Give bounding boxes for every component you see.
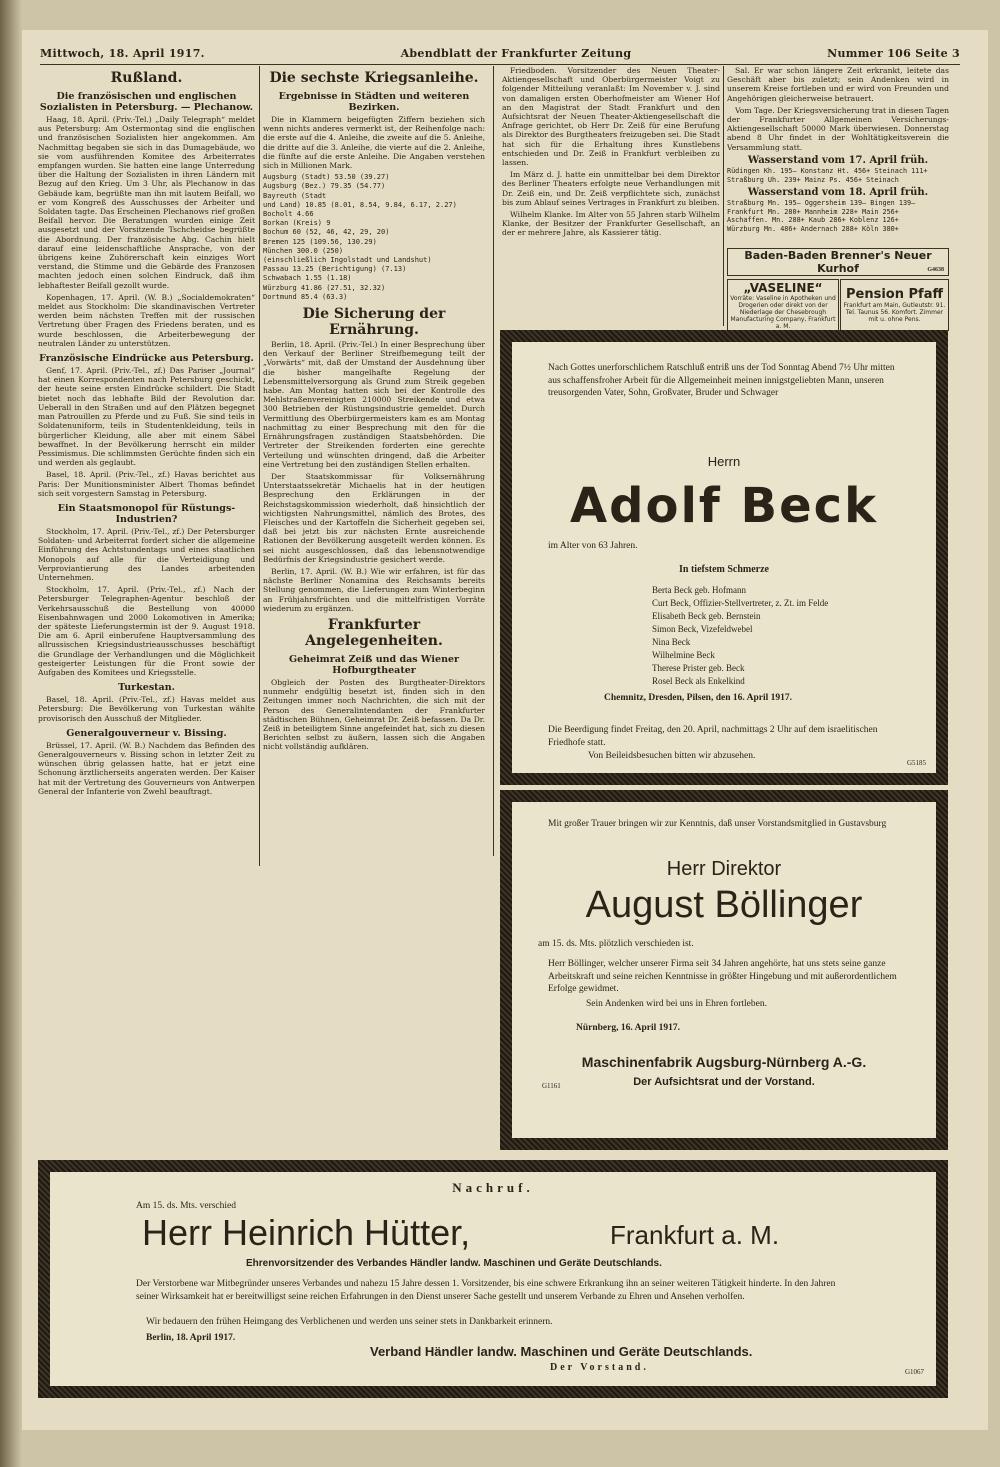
- results-row: und Land) 10.85 (8.01, 8.54, 9.84, 6.17, 2.27): [263, 200, 457, 209]
- water-row: Frankfurt Mn. 280+ Mannheim 228+ Main 256+: [727, 207, 899, 216]
- article-heading: Turkestan.: [118, 682, 175, 694]
- article-text: Sal. Er war schon längere Zeit erkrankt, leitete das Geschäft aber bis zuletzt; sein Andenken wird in unserem Kreise fortleben und er wird von Freunden und Angehörigen gleicherweise betrauert.: [727, 66, 949, 103]
- results-row: Schwabach 1.55 (1.18): [263, 274, 352, 283]
- column-russia: [38, 66, 255, 866]
- results-row: Bremen 125 (109.56, 130.29): [263, 237, 377, 246]
- column-local: [502, 66, 720, 322]
- article-text: Brüssel, 17. April. (W. B.) Nachdem das Befinden des Generalgouverneurs v. Bissing schon in letzter Zeit zu wünschen übrig gelassen hatte, hat er jetzt eine Schonung ärztlicherseits angeraten werden. Der Kaiser hat mit der Vertretung des Gouverneurs von Antwerpen General der Infanterie von Zwehl beauftragt.: [38, 740, 255, 796]
- obituary-date: Am 15. ds. Mts. verschied: [136, 1201, 237, 1211]
- ad-pension-title: Pension Pfaff: [846, 287, 943, 302]
- article-heading: Ein Staatsmonopol für Rüstungs-Industrien?: [57, 502, 236, 525]
- mourner: Nina Beck: [652, 637, 691, 647]
- ad-vaseline-text: Vorräte: Vaseline in Apotheken und Drogerien oder direkt von der Niederlage der Chesebrough Manufacturing Company, Frankfurt a. M.: [730, 294, 836, 330]
- water-row: Rüdingen Kh. 195— Konstanz Ht. 456+ Steinach 111+: [727, 167, 928, 176]
- article-text: Basel, 18. April. (Priv.-Tel., zf.) Havas berichtet aus Paris: Der Munitionsminister Albert Thomas befindet sich seit vorgestern Samstag in Petersburg.: [38, 470, 255, 498]
- article-text: Vom Tage. Der Kriegsversicherung trat in diesen Tagen der Frankfurter Allgemeinen Versicherungs-Aktiengesellschaft 50000 Mark überwiesen. Donnerstag abend 8 Uhr findet in der Wohltätigkeitsverein die Versammlung statt.: [727, 105, 949, 152]
- results-row: München 300.0 (250): [263, 246, 344, 255]
- obituary-title: Herrn: [707, 454, 741, 469]
- article-text: Basel, 18. April. (Priv.-Tel., zf.) Havas meldet aus Petersburg: Die Bevölkerung von Turkestan wählte provisorisch den Ausschuß der Mitglieder.: [38, 695, 255, 723]
- mourner: Therese Prister geb. Beck: [652, 663, 745, 673]
- article-heading: Die französischen und englischen Sozialisten in Petersburg. — Plechanow.: [39, 91, 254, 113]
- results-row: Bocholt 4.66: [263, 210, 314, 219]
- obituary-name: August Böllinger: [585, 884, 863, 926]
- obituary-intro: Mit großer Trauer bringen wir zur Kenntnis, daß unser Vorstandsmitglied in Gustavsburg: [548, 819, 887, 829]
- article-text: Wilhelm Klanke. Im Alter von 55 Jahren starb Wilhelm Klanke, der Besitzer der Frankfurter Gesellschaft, an der er mehrere Jahre, als Kassierer tätig.: [502, 210, 720, 238]
- obituary-funeral: Die Beerdigung findet Freitag, den 20. April, nachmittags 2 Uhr auf dem israelitischen Friedhofe statt.: [548, 725, 878, 748]
- water-row: Aschaffen. Mn. 288+ Kaub 286+ Koblenz 126+: [727, 216, 899, 225]
- results-table: [263, 173, 485, 302]
- article-text: Die in Klammern beigefügten Ziffern beziehen sich wenn nichts anderes vermerkt ist, der Reihenfolge nach: die erste auf die 4. Anleihe, die zweite auf die 5. Anleihe, die dritte auf die 3. Anleihe, die vierte auf die 2. Anleihe, die fünfte auf die erste Anleihe. Die Angaben verstehen sich in Millionen Mark.: [263, 115, 485, 171]
- results-row: Bayreuth (Stadt: [263, 191, 327, 200]
- obituary-intro: Nach Gottes unerforschlichem Ratschluß entriß uns der Tod Sonntag Abend 7½ Uhr mitten aus schaffensfroher Arbeit für die Allgemeinheit meinen innigstgeliebten Mann, unseren treusorgenden Vater, Sohn, Großvater, Bruder und Schwager: [548, 363, 895, 398]
- article-text: Genf, 17. April. (Priv.-Tel., zf.) Das Pariser „Journal“ hat einen Korrespondenten nach Petersburg geschickt, der heute seine ersten Eindrücke schildert. Die Stadt bietet noch das lebhafte Bild der Revolution dar. Ueberall in den Straßen und auf den Plätzen begegnet man Patrouillen zu Pferde und zu Fuß. Sie sind teils in Soldatenuniform, teils in Studentenkleidung, teils in bürgerlicher Kleidung, alle aber mit einem Säbel bewaffnet. In der Bevölkerung herrscht ein milder Pessimismus. Die schlimmsten Gerüchte finden sich ein und werden als geglaubt.: [38, 366, 255, 468]
- obituary-text: Der Verstorbene war Mitbegründer unseres Verbandes und nahezu 15 Jahre dessen 1. Vorsitzender, bis eine schwere Erkrankung ihn an seiner weiteren Tätigkeit hinderte. In den Jahren seiner Wirksamkeit hat er bereitwilligst seine reichen Erfahrungen in den Dienst unserer Sache gestellt und unserem Verbande zu Ehren und Ansehen verholfen.: [136, 1279, 836, 1302]
- section-heading: Die Sicherung der Ernährung.: [302, 306, 446, 339]
- obituary-place: Berlin, 18. April 1917.: [146, 1333, 236, 1343]
- mourner-list: [652, 584, 912, 688]
- article-heading: Französische Eindrücke aus Petersburg.: [39, 353, 254, 365]
- column-rule: [493, 66, 494, 856]
- article-text: Berlin, 17. April. (W. B.) Wie wir erfahren, ist für das nächste Berliner Nonamina des Reichsamts bereits Stellung genommen, die Lieferungen zum Winterbeginn an Frühjahrsfrüchten und die mittelfristigen Vorräte wiederum zu ergänzen.: [263, 566, 485, 613]
- mourner: Simon Beck, Vizefeldwebel: [652, 624, 753, 634]
- water-table: [727, 199, 949, 233]
- obituary-place: Chemnitz, Dresden, Pilsen, den 16. April 1917.: [604, 693, 792, 703]
- column-war-loan: [263, 66, 485, 866]
- ad-vaseline-title: „VASELINE“: [743, 280, 823, 295]
- results-row: Augsburg (Bez.) 79.35 (54.77): [263, 182, 386, 191]
- results-row: Würzburg 41.86 (27.51, 32.32): [263, 283, 386, 292]
- water-row: Straßburg Uh. 239+ Mainz Ps. 456+ Steinach: [727, 175, 899, 184]
- ad-vaseline: [727, 279, 839, 331]
- obituary-huetter: [38, 1160, 948, 1398]
- article-text: Haag, 18. April. (Priv.-Tel.) „Daily Telegraph“ meldet aus Petersburg: Am Ostermontag sind die englischen und französischen Sozialisten hier angekommen. Am Nachmittag begaben sie sich in das Dumagebäude, wo sie vom ausführenden Komitee des Arbeiterrates empfangen wurden. Sie hatten eine lange Unterredung über die Haltung der Sozialisten in ihren Ländern mit Bezug auf den Krieg. Um 3 Uhr, als Plechanow in das Gebäude kam, begrüßte man ihn mit lautem Beifall, wo er vom Kongreß des Ausschusses der Arbeiter und Soldaten tagte. Das Erscheinen Plechanows rief großen Beifall hervor. Die Beratungen wurden einige Zeit ausgesetzt und der Vorsitzende Tschcheidse begrüßte die Abordnung. Der französische Abg. Cachin hielt darauf eine leidenschaftliche Ansprache, von der übrigens keine Zuhörerschaft kein einziges Wort verstand, die Stimme und die Gebärde des Franzosen machten jedoch einen solchen Eindruck, daß ihm lebhaftester Beifall gezollt wurde.: [38, 115, 255, 290]
- article-heading: Generalgouverneur v. Bissing.: [66, 727, 227, 739]
- article-heading: Geheimrat Zeiß und das Wiener Hofburgtheater: [288, 653, 460, 676]
- obituary-city: Frankfurt a. M.: [610, 1220, 780, 1250]
- article-text: Der Staatskommissar für Volksernährung Unterstaatssekretär Michaelis hat in der heutigen Besprechung den Erklärungen in der Reichstagskommission wiederholt, daß hinsichtlich der wichtigsten Nahrungsmittel, nämlich des Brotes, des Fleisches und der Kartoffeln die Sicherheit gegeben sei, daß bei jetzt bis zur nächsten Ernte ausreichende Rationen der Bevölkerung ausgeteilt werden können. Es sei nicht ausgeschlossen, daß das lebensnotwendige Bedürfnis der Kriegsindustrie gesichert werde.: [263, 471, 485, 564]
- results-row: Augsburg (Stadt) 53.50 (39.27): [263, 173, 390, 182]
- article-text: Berlin, 18. April. (Priv.-Tel.) In einer Besprechung über den Verkauf der Berliner Streifbemegung teilt der „Vorwärts“ mit, daß der Umstand der Ausdehnung über die bisher mangelhafte Regelung der Lebensmittelversorgung als Grund zum Streik gegeben habe. Am Montag hatten sich bei der Kontrolle des Mehlstraßenvereinigten 210000 Streikende und etwa 300 Betrieben der Rüstungsindustrie gemeldet. Durch Vermittlung des Oberbürgermeisters kam es am Montag nachmittag zu einer Besprechung mit den für die Ernährungsfragen zuständigen Staatsbehörden. Die Vertreter der Streikenden forderten eine gerechte Verteilung und wünschten dringend, daß die Arbeiter eine Vertretung bei den zuständigen Stellen erhalten.: [263, 340, 485, 469]
- article-text: Kopenhagen, 17. April. (W. B.) „Socialdemokraten“ meldet aus Stockholm: Die skandinavischen Vertreter werden beim nächsten Treffen mit der russischen Vertretung über Fragen des Friedens beraten, und es wurde beschlossen, die Arbeiterbewegung der neutralen Länder zu unterstützen.: [38, 292, 255, 348]
- ad-kurhof: [727, 248, 949, 276]
- water-row: Würzburg Mn. 486+ Andernach 288+ Köln 380+: [727, 224, 899, 233]
- mourner: Wilhelmine Beck: [652, 650, 715, 660]
- mourner: Berta Beck geb. Hofmann: [652, 585, 746, 595]
- obituary-condolence: Von Beileidsbesuchen bitten wir abzusehen.: [588, 751, 756, 761]
- article-text: Im März d. J. hatte ein unmittelbar bei dem Direktor des Berliner Theaters erfolgte neue Verhandlungen mit Dr. Zeiß ein, und Dr. Zeiß verpflichtete sich, zunächst bis zum Ablauf seines Vertrages in Frankfurt zu bleiben.: [502, 170, 720, 207]
- obituary-board: Der Aufsichtsrat und der Vorstand.: [633, 1076, 815, 1088]
- obituary-board: Der Vorstand.: [550, 1362, 649, 1373]
- results-row: Dortmund 85.4 (63.3): [263, 292, 348, 301]
- obituary-name: Adolf Beck: [569, 478, 879, 534]
- obituary-body: [50, 1172, 936, 1386]
- obituary-body: [512, 342, 936, 773]
- ad-code: G4638: [927, 267, 944, 273]
- header-date: Mittwoch, 18. April 1917.: [40, 46, 205, 60]
- results-row: Borkan (Kreis) 9: [263, 219, 331, 228]
- header-issue: Nummer 106 Seite 3: [827, 46, 960, 60]
- column-rule: [259, 66, 260, 866]
- water-heading: Wasserstand vom 17. April früh.: [747, 154, 929, 166]
- header-paper: Abendblatt der Frankfurter Zeitung: [400, 46, 632, 60]
- obituary-grief: In tiefstem Schmerze: [679, 564, 769, 575]
- ad-code: G1067: [904, 1368, 924, 1376]
- obituary-regret: Wir bedauern den frühen Heimgang des Verblichenen und werden uns seiner stets in Dankbarkeit erinnern.: [146, 1317, 553, 1327]
- mourner: Rosel Beck als Enkelkind: [652, 676, 745, 686]
- obituary-role: Ehrenvorsitzender des Verbandes Händler landw. Maschinen und Geräte Deutschlands.: [246, 1258, 662, 1269]
- binding-gutter: [0, 0, 22, 1467]
- water-heading: Wasserstand vom 18. April früh.: [747, 187, 929, 199]
- results-row: (einschließlich Ingolstadt und Landshut): [263, 256, 432, 265]
- obituary-memory: Sein Andenken wird bei uns in Ehren fortleben.: [586, 999, 767, 1009]
- obituary-date: am 15. ds. Mts. plötzlich verschieden ist.: [538, 939, 694, 949]
- water-row: Straßburg Mn. 195— Oggersheim 139— Bingen 139—: [727, 199, 916, 208]
- ad-pension: [840, 279, 949, 331]
- obituary-text: Herr Böllinger, welcher unserer Firma seit 34 Jahren angehörte, hat uns stets seine ganze Arbeitskraft und seine reichen Kenntnisse in größter Hingebung und mit außerordentlichem Erfolge gewidmet.: [548, 959, 897, 994]
- column-misc: [727, 66, 949, 241]
- section-heading: Frankfurter Angelegenheiten.: [305, 616, 443, 649]
- obituary-title: Herr Direktor: [666, 858, 782, 880]
- obituary-name: Herr Heinrich Hütter,: [142, 1212, 471, 1253]
- water-table: [727, 167, 949, 184]
- obituary-firm: Maschinenfabrik Augsburg-Nürnberg A.-G.: [581, 1054, 867, 1070]
- article-heading: Ergebnisse in Städten und weiteren Bezirken.: [278, 91, 470, 113]
- mourner: Elisabeth Beck geb. Bernstein: [652, 611, 761, 621]
- results-row: Passau 13.25 (Berichtigung) (7.13): [263, 265, 407, 274]
- obituary-org: Verband Händler landw. Maschinen und Geräte Deutschlands.: [370, 1344, 753, 1359]
- mourner: Curt Beck, Offizier-Stellvertreter, z. Zt. im Felde: [652, 598, 829, 608]
- results-row: Bochum 60 (52, 46, 42, 29, 20): [263, 228, 390, 237]
- obituary-age: im Alter von 63 Jahren.: [548, 541, 638, 551]
- ad-pension-text: Frankfurt am Main, Gutleutstr. 91. Tel. Taunus 56. Komfort. Zimmer mit u. ohne Pens.: [843, 302, 946, 323]
- obituary-place: Nürnberg, 16. April 1917.: [576, 1023, 680, 1033]
- column-rule: [723, 66, 724, 326]
- ad-code: G5185: [906, 759, 926, 767]
- obituary-beck: [500, 330, 948, 785]
- article-text: Obgleich der Posten des Burgtheater-Direktors nunmehr endgültig besetzt ist, finden sich in den Zeitungen immer noch Nachrichten, die sich mit der Person des Generalintendanten der Frankfurter städtischen Bühnen, Geheimrat Dr. Zeiß befassen. Da Dr. Zeiß in beteiligtem Sinne angefeindet hat, sich zu diesen Berichten selbst zu äußern, lassen sich die Angaben nicht vollständig aufklären.: [263, 677, 485, 752]
- section-heading: Die sechste Kriegsanleihe.: [269, 70, 479, 86]
- ad-code: G1161: [542, 1082, 561, 1090]
- article-text: Stockholm, 17. April. (Priv.-Tel., zf.) Nach der Petersburger Telegraphen-Agentur beschloß der Verkehrsausschuß die Bestellung von 40000 Eisenbahnwagen und 2000 Lokomotiven in Amerika; der späteste Lieferungstermin ist der 9. August 1918. Die am 6. April einberufene Hauptversammlung des allrussischen Kriegsindustrieausschusses beschäftigt die Grundlage der Verhandlungen und die Möglichkeit gesteigerter Leistungen für die Front sowie der Aufgaben des Komitees und Kriegsstelle.: [38, 585, 255, 677]
- section-heading: Rußland.: [110, 70, 183, 86]
- obituary-body: [512, 802, 936, 1138]
- page-header: [40, 44, 960, 65]
- article-text: Friedboden. Vorsitzender des Neuen Theater-Aktiengesellschaft und Oberbürgermeister Voigt zu folgender Mitteilung veranlaßt: Im November v. J. sind von damaligen ersten Oberhofmeister am Wiener Hof an den Magistrat der Stadt Frankfurt und den Aufsichtsrat der Neuen Theater-Aktiengesellschaft die Anfrage gerichtet, ob Herr Dr. Zeiß für eine Berufung als Direktor des Burgtheaters freizugeben sei. Die Stadt hat sich für die Erhaltung ihres Kunstlebens entschieden und Dr. Zeiß in Frankfurt verbleiben zu lassen.: [502, 66, 720, 168]
- obituary-title: Nachruf.: [452, 1180, 534, 1195]
- obituary-boellinger: [500, 790, 948, 1150]
- ad-kurhof-text: Baden-Baden Brenner's Neuer Kurhof: [744, 249, 932, 275]
- article-text: Stockholm, 17. April. (Priv.-Tel., zf.) Der Petersburger Soldaten- und Arbeiterrat fordert sicher die allgemeine Einführung des Achtstundentags und eines staatlichen Monopols auf alle für die Verteidigung und Verproviantierung des Landes arbeitenden Unternehmen.: [38, 526, 255, 582]
